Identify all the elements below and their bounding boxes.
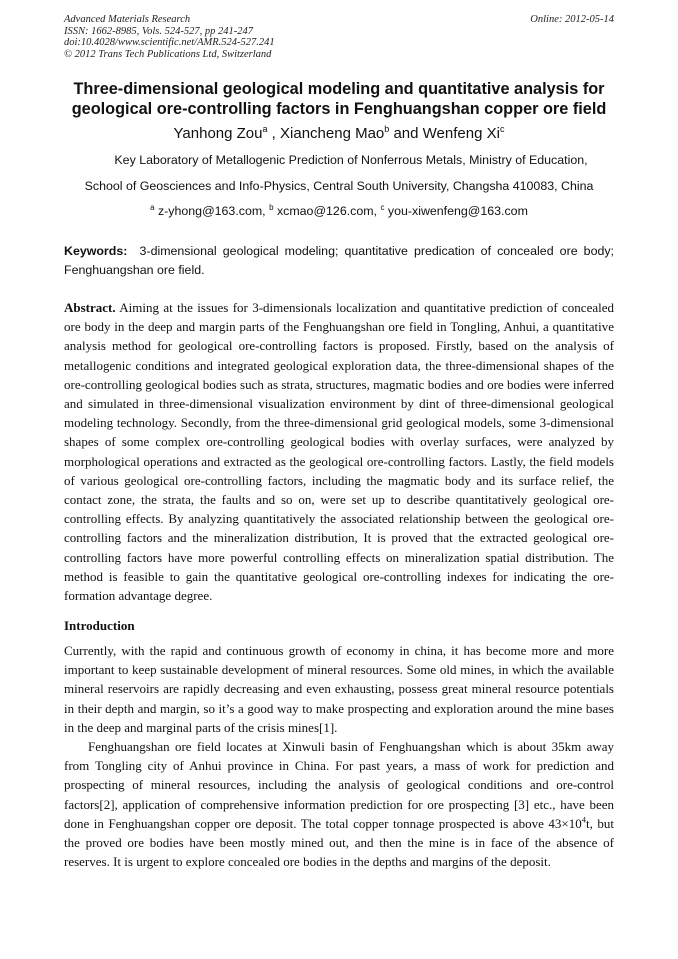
author-separator: and: [389, 125, 423, 142]
paper-title: Three-dimensional geological modeling and quantitative analysis for geological ore-controlling factors in Fenghuangshan copper ore field: [71, 80, 607, 118]
affiliation-line: School of Geosciences and Info-Physics, Central South University, Changsha 410083, China: [84, 179, 594, 193]
author-separator: ,: [267, 125, 281, 142]
paragraph-text: Fenghuangshan ore field locates at Xinwuli basin of Fenghuangshan which is about 35km away from Tongling city of Anhui province in China. For past years, a mass of work for prediction and prospecting of mineral resources, including the analysis of geological conditions and ore-control factors[2], application of comprehensive information prediction for ore prospecting [3] etc., have been done in Fenghuangshan copper ore deposit. The total copper tonnage prospected is above 43×10: [64, 739, 614, 831]
author-affil-mark: b: [384, 124, 390, 134]
abstract-label: Abstract.: [64, 300, 116, 315]
email-mark: a: [150, 202, 155, 212]
keywords-block: [64, 242, 618, 279]
author-name: Yanhong Zou: [173, 125, 263, 142]
email-address: z-yhong@163.com,: [154, 204, 270, 218]
doi-line: doi:10.4028/www.scientific.net/AMR.524-527.241: [64, 37, 275, 48]
abstract-paragraph: [64, 298, 614, 605]
abstract-text: Aiming at the issues for 3-dimensionals localization and quantitative prediction of concealed ore body in the deep and margin parts of the Fenghuangshan ore field in Tongling, Anhui, a quantitative analysis method for geological ore-controlling factors is proposed. Firstly, based on the analysis of metallogenic conditions and integrated geological exploration data, the three-dimensional shapes of the ore-controlling geological bodies such as strata, structures, magmatic bodies and ore bodies were inferred and simulated in three-dimensional visualization environment by dint of three-dimensional geological modeling technology. Secondly, from the three-dimensional grid geological models, some 3-dimensional shapes of some complex ore-controlling geological bodies with overlay surfaces, were analyzed by morphological operations and extracted as the geological ore-controlling factors. Lastly, the field models of various geological ore-controlling factors, including the magmatic body and its surface relief, the contact zone, the strata, the faults and so on, were set up to describe quantitatively geological ore-controlling effects. By analyzing quantitatively the associated relationship between the geological ore-controlling factors and the mineralization distribution, It is proved that the extracted geological ore-controlling factors have more powerful controlling effects on mineralization spatial distribution. The method is feasible to gain the quantitative geological ore-controlling indexes for indicating the ore-formation advantage degree.: [64, 300, 614, 604]
keywords-text: 3-dimensional geological modeling; quantitative predication of concealed ore body; Fenghuangshan ore field.: [64, 244, 618, 277]
introduction-paragraph-1: Currently, with the rapid and continuous growth of economy in china, it has become more and more important to keep sustainable development of mineral resources. Some old mines, in which the available mineral reservoirs are rapidly decreasing and even exhausting, possess great mineral resource potentials in their depth and margin, so it’s a good way to make prospecting and exploration around the mine bases in the deep and marginal parts of the crisis mines[1].: [64, 643, 614, 735]
author-affil-mark: c: [499, 124, 505, 134]
journal-name: Advanced Materials Research: [64, 14, 191, 25]
author-name: Xiancheng Mao: [280, 125, 385, 142]
journal-header: [64, 14, 275, 60]
keywords-label: Keywords:: [64, 244, 128, 258]
author-affil-mark: a: [262, 124, 268, 134]
paragraph-text: t, but the proved ore bodies have been mostly mined out, and then the mine is in face of the absence of reserves. It is urgent to explore concealed ore bodies in the depths and margins of the deposit.: [64, 815, 614, 870]
email-address: xcmao@126.com,: [273, 204, 381, 218]
author-list: [40, 124, 638, 144]
author-emails: [40, 203, 638, 219]
email-address: you-xiwenfeng@163.com: [384, 204, 528, 218]
affiliation-line: Key Laboratory of Metallogenic Prediction of Nonferrous Metals, Ministry of Education,: [114, 153, 588, 167]
author-name: Wenfeng Xi: [422, 125, 500, 142]
issn-line: ISSN: 1662-8985, Vols. 524-527, pp 241-247: [64, 25, 253, 37]
email-mark: c: [380, 202, 385, 212]
copyright-line: © 2012 Trans Tech Publications Ltd, Switzerland: [64, 48, 272, 60]
online-date: Online: 2012-05-14: [530, 14, 614, 25]
exponent: 4: [581, 814, 586, 825]
introduction-paragraph-2: [64, 737, 614, 871]
introduction-heading: Introduction: [64, 618, 135, 633]
email-mark: b: [269, 202, 274, 212]
